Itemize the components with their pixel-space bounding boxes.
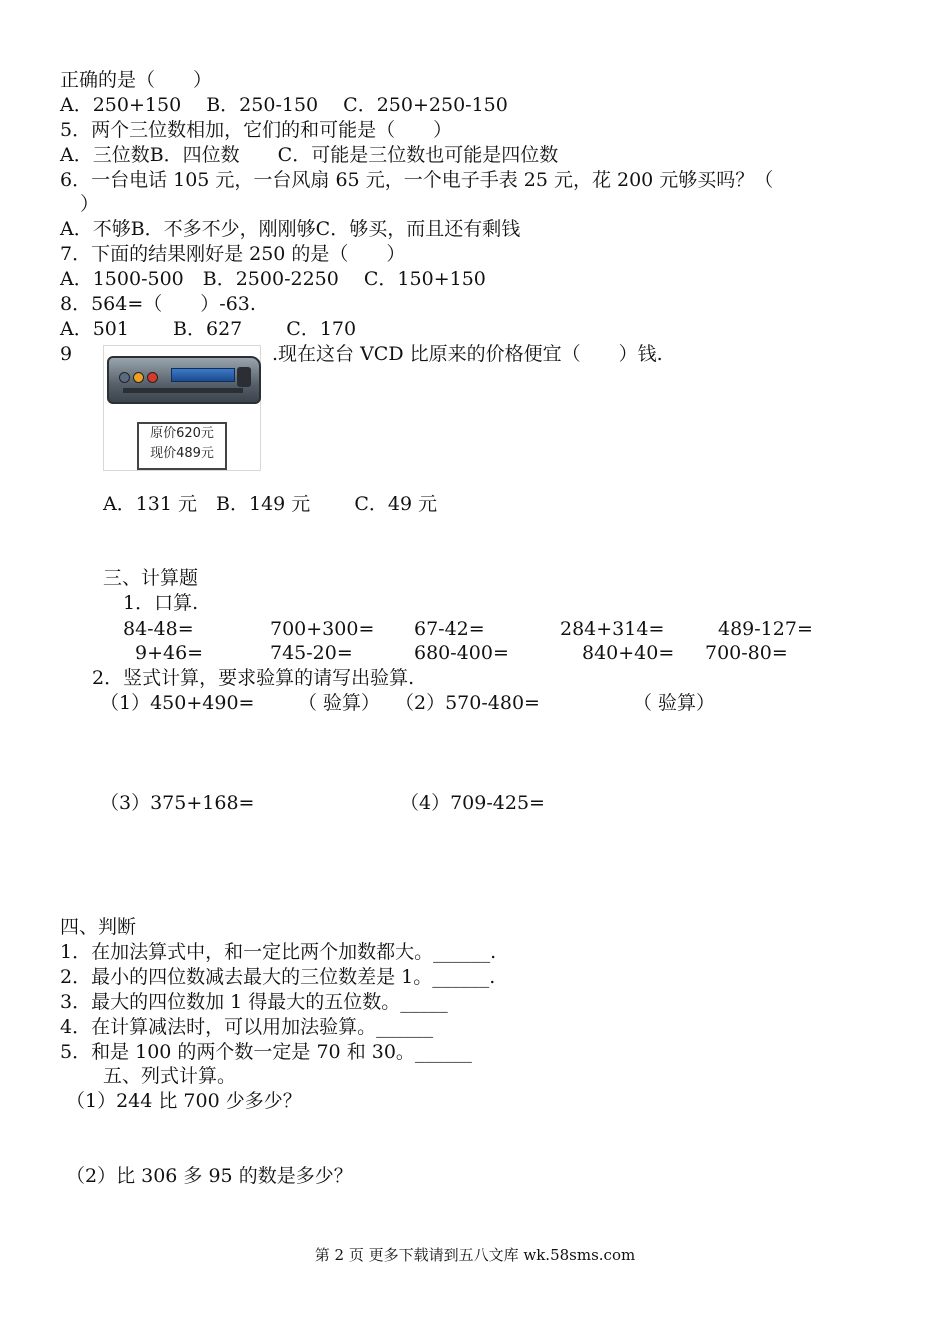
judge-item-5: 5．和是 100 的两个数一定是 70 和 30。______ <box>60 1041 472 1063</box>
q8-options: A．501 B．627 C．170 <box>60 318 357 340</box>
oral-r2-c3: 680-400= <box>414 642 509 664</box>
q6-question-cont: ） <box>80 193 100 215</box>
word-q2: （2）比 306 多 95 的数是多少？ <box>66 1165 353 1187</box>
section-calc-heading: 三、计算题 <box>103 567 199 589</box>
judge-item-1: 1．在加法算式中，和一定比两个加数都大。______. <box>60 941 497 963</box>
judge-item-2: 2．最小的四位数减去最大的三位数差是 1。______. <box>60 966 496 988</box>
original-price: 原价620元 <box>150 426 214 441</box>
q5-question: 5．两个三位数相加，它们的和可能是（ ） <box>60 119 453 141</box>
oral-r2-c5: 700-80= <box>705 642 788 664</box>
page-footer: 第 2 页 更多下载请到五八文库 wk.58sms.com <box>314 1246 636 1264</box>
vertical-calc-title: 2．竖式计算，要求验算的请写出验算. <box>92 667 415 689</box>
line-correct-is: 正确的是（ ） <box>60 69 213 91</box>
word-q1: （1）244 比 700 少多少？ <box>66 1090 302 1112</box>
section-word-heading: 五、列式计算。 <box>103 1065 237 1087</box>
price-tag <box>137 422 227 470</box>
vcd-player-image <box>103 345 261 471</box>
oral-r2-c2: 745-20= <box>270 642 353 664</box>
oral-r1-c4: 284+314= <box>560 618 665 640</box>
oral-r1-c2: 700+300= <box>270 618 375 640</box>
q8-question: 8．564=（ ）-63. <box>60 293 256 315</box>
q4-options: A．250+150 B．250-150 C．250+250-150 <box>60 94 508 116</box>
oral-r1-c5: 489-127= <box>718 618 813 640</box>
vertical-q1-check: （ 验算） <box>298 692 381 714</box>
oral-r1-c1: 84-48= <box>123 618 194 640</box>
q7-options: A．1500-500 B．2500-2250 C．150+150 <box>60 268 486 290</box>
oral-calc-title: 1．口算. <box>123 592 199 614</box>
judge-item-3: 3．最大的四位数加 1 得最大的五位数。_____ <box>60 991 448 1013</box>
oral-r1-c3: 67-42= <box>414 618 485 640</box>
q7-question: 7．下面的结果刚好是 250 的是（ ） <box>60 243 406 265</box>
q5-options: A．三位数B．四位数 C．可能是三位数也可能是四位数 <box>60 144 559 166</box>
vertical-q2: （2）570-480= <box>395 692 540 714</box>
current-price: 现价489元 <box>150 446 214 461</box>
oral-r2-c1: 9+46= <box>135 642 204 664</box>
judge-item-4: 4．在计算减法时，可以用加法验算。______ <box>60 1016 434 1038</box>
vertical-q1: （1）450+490= <box>100 692 255 714</box>
q6-question: 6．一台电话 105 元，一台风扇 65 元，一个电子手表 25 元，花 200 元够买吗？（ <box>60 169 774 191</box>
vertical-q4: （4）709-425= <box>400 792 545 814</box>
q9-number: 9 <box>60 343 73 365</box>
vcd-device-icon <box>107 356 261 404</box>
vertical-q3: （3）375+168= <box>100 792 255 814</box>
vertical-q2-check: （ 验算） <box>633 692 716 714</box>
q9-question: .现在这台 VCD 比原来的价格便宜（ ）钱. <box>272 343 663 365</box>
oral-r2-c4: 840+40= <box>582 642 675 664</box>
section-judge-heading: 四、判断 <box>60 916 137 938</box>
q9-options: A．131 元 B．149 元 C．49 元 <box>103 493 438 515</box>
q6-options: A．不够B．不多不少，刚刚够C．够买，而且还有剩钱 <box>60 218 521 240</box>
